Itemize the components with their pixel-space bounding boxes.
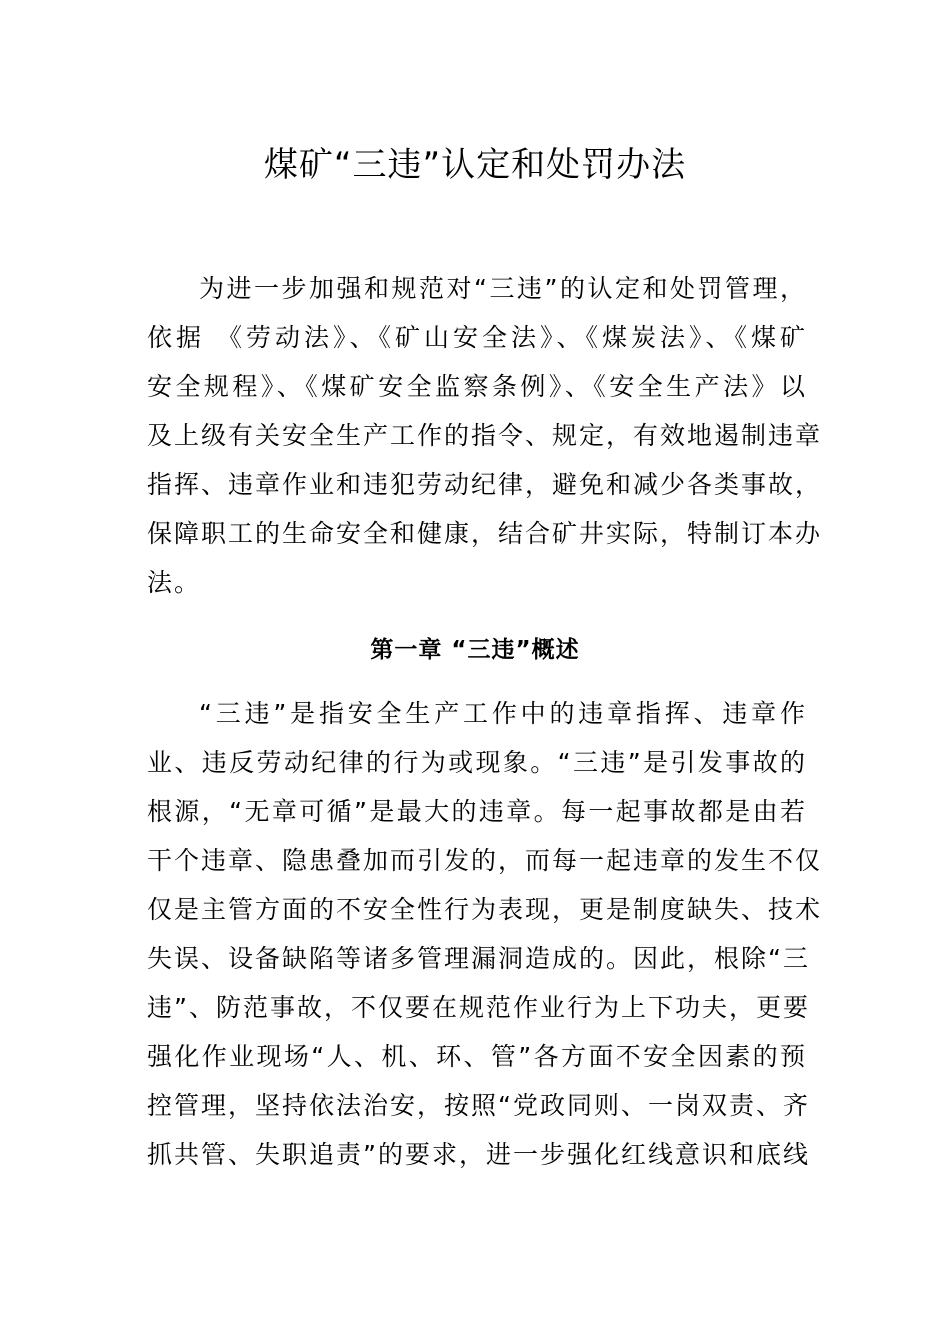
text-line: 法。 bbox=[147, 568, 202, 597]
text-line: 违”、防范事故，不仅要在规范作业行为上下功夫，更要 bbox=[147, 993, 810, 1022]
text-line: 依据 《劳动法》、《矿山安全法》、《煤炭法》、《煤矿 bbox=[147, 323, 807, 352]
chapter-paragraph bbox=[147, 689, 823, 1179]
text-line: “三违”是指安全生产工作中的违章指挥、违章作 bbox=[199, 699, 807, 728]
text-line: 干个违章、隐患叠加而引发的，而每一起违章的发生不仅 bbox=[147, 846, 823, 875]
intro-paragraph bbox=[147, 264, 823, 607]
text-line: 及上级有关安全生产工作的指令、规定，有效地遏制违章 bbox=[147, 421, 823, 450]
text-line: 强化作业现场“人、机、环、管”各方面不安全因素的预 bbox=[147, 1042, 807, 1071]
text-line: 根源，“无章可循”是最大的违章。每一起事故都是由若 bbox=[147, 797, 807, 826]
text-line: 指挥、违章作业和违犯劳动纪律，避免和减少各类事故， bbox=[147, 470, 823, 499]
text-line: 失误、设备缺陷等诸多管理漏洞造成的。因此，根除“三 bbox=[147, 944, 810, 973]
text-line: 保障职工的生命安全和健康，结合矿井实际，特制订本办 bbox=[147, 519, 823, 548]
text-line: 仅是主管方面的不安全性行为表现，更是制度缺失、技术 bbox=[147, 895, 823, 924]
text-line: 控管理，坚持依法治安，按照“党政同则、一岗双责、齐 bbox=[147, 1091, 810, 1120]
text-line: 业、违反劳动纪律的行为或现象。“三违”是引发事故的 bbox=[147, 748, 807, 777]
document-title: 煤矿“三违”认定和处罚办法 bbox=[263, 145, 687, 185]
text-line: 抓共管、失职追责”的要求，进一步强化红线意识和底线 bbox=[147, 1140, 810, 1169]
text-line: 安全规程》、《煤矿安全监察条例》、《安全生产法》以 bbox=[147, 372, 807, 401]
chapter-heading: 第一章 “三违”概述 bbox=[370, 637, 580, 663]
text-line: 为进一步加强和规范对“三违”的认定和处罚管理， bbox=[199, 274, 807, 303]
